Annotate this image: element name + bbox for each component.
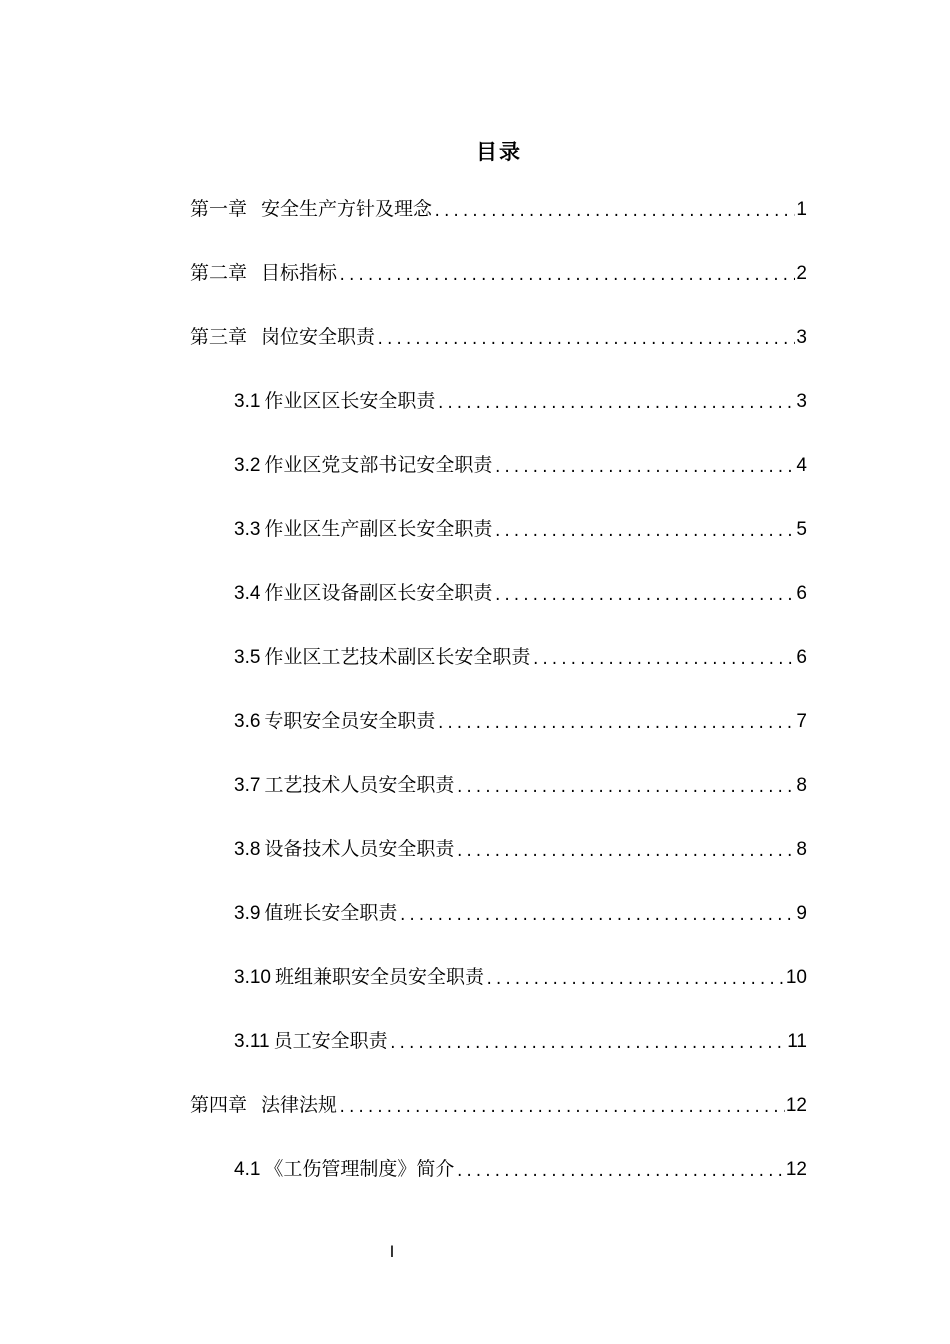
- toc-dot-leader: [485, 968, 785, 992]
- toc-entry-chapter-4[interactable]: [190, 1090, 807, 1120]
- toc-entry-number: 3.2: [234, 455, 261, 476]
- toc-entry-title: 设备技术人员安全职责: [264, 838, 455, 860]
- toc-entry-page: 11: [787, 1031, 807, 1052]
- toc-entry-title: 作业区区长安全职责: [264, 390, 436, 412]
- toc-entry-section-3-11[interactable]: [234, 1026, 807, 1056]
- toc-entry-title: 作业区党支部书记安全职责: [264, 454, 493, 476]
- toc-entry-chapter-1[interactable]: [190, 194, 807, 224]
- toc-dot-leader: [338, 1096, 785, 1120]
- toc-entry-title: 专职安全员安全职责: [264, 710, 436, 732]
- toc-entry-section-3-4[interactable]: [234, 578, 807, 608]
- toc-entry-title: 值班长安全职责: [264, 902, 398, 924]
- toc-entry-title: 作业区设备副区长安全职责: [264, 582, 493, 604]
- toc-entry-title: 员工安全职责: [273, 1030, 388, 1052]
- toc-dot-leader: [389, 1032, 787, 1056]
- toc-entry-number: 3.6: [234, 711, 261, 732]
- toc-entry-number: 3.4: [234, 583, 261, 604]
- toc-entry-page: 3: [796, 327, 807, 348]
- toc-entry-title: 作业区生产副区长安全职责: [264, 518, 493, 540]
- toc-entry-title: 班组兼职安全员安全职责: [274, 966, 484, 988]
- toc-entry-title: 作业区工艺技术副区长安全职责: [264, 646, 531, 668]
- toc-entry-chapter: 第一章: [190, 198, 248, 220]
- toc-entry-section-3-8[interactable]: [234, 834, 807, 864]
- toc-entry-number: 4.1: [234, 1159, 261, 1180]
- toc-entry-page: 12: [785, 1159, 807, 1180]
- toc-entry-number: 3.9: [234, 903, 261, 924]
- toc-dot-leader: [493, 520, 795, 544]
- toc-entry-number: 3.11: [234, 1031, 270, 1052]
- toc-entry-number: 3.5: [234, 647, 261, 668]
- toc-entry-chapter: 第三章: [190, 326, 248, 348]
- toc-entry-section-3-1[interactable]: [234, 386, 807, 416]
- toc-entry-page: 5: [796, 519, 807, 540]
- page-number: I: [389, 1242, 395, 1261]
- toc-entry-title: 《工伤管理制度》简介: [264, 1158, 455, 1180]
- toc-entry-page: 12: [785, 1095, 807, 1116]
- toc-entry-page: 8: [796, 775, 807, 796]
- toc-entry-page: 8: [796, 839, 807, 860]
- toc-dot-leader: [338, 264, 795, 288]
- toc-dot-leader: [531, 648, 795, 672]
- toc-entry-title: 法律法规: [261, 1094, 338, 1116]
- toc-entry-number: 3.10: [234, 967, 271, 988]
- toc-entry-number: 3.7: [234, 775, 261, 796]
- toc-entry-number: 3.8: [234, 839, 261, 860]
- toc-entry-page: 10: [785, 967, 807, 988]
- toc-dot-leader: [436, 392, 795, 416]
- toc-entry-number: 3.1: [234, 391, 261, 412]
- toc-dot-leader: [455, 776, 795, 800]
- toc-entry-title: 目标指标: [261, 262, 338, 284]
- toc-entry-section-3-3[interactable]: [234, 514, 807, 544]
- toc-entry-title: 工艺技术人员安全职责: [264, 774, 455, 796]
- toc-entry-section-3-7[interactable]: [234, 770, 807, 800]
- toc-entry-title: 岗位安全职责: [261, 326, 376, 348]
- toc-entry-number: 3.3: [234, 519, 261, 540]
- toc-entry-chapter-2[interactable]: [190, 258, 807, 288]
- toc-entry-chapter-3[interactable]: [190, 322, 807, 352]
- toc-dot-leader: [376, 328, 795, 352]
- toc-entry-section-3-6[interactable]: [234, 706, 807, 736]
- toc-dot-leader: [493, 456, 795, 480]
- toc-entry-page: 4: [796, 455, 807, 476]
- toc-dot-leader: [455, 1160, 784, 1184]
- toc-dot-leader: [398, 904, 795, 928]
- toc-entry-section-3-5[interactable]: [234, 642, 807, 672]
- toc-dot-leader: [436, 712, 795, 736]
- toc-entry-section-3-2[interactable]: [234, 450, 807, 480]
- toc-entry-title: 安全生产方针及理念: [261, 198, 433, 220]
- toc-entry-page: 3: [796, 391, 807, 412]
- toc-dot-leader: [433, 200, 795, 224]
- toc-title: 目录: [476, 140, 522, 164]
- toc-entry-page: 6: [796, 647, 807, 668]
- toc-entry-chapter: 第四章: [190, 1094, 248, 1116]
- toc-dot-leader: [493, 584, 795, 608]
- toc-entry-page: 2: [796, 263, 807, 284]
- toc-entry-page: 6: [796, 583, 807, 604]
- toc-entry-page: 1: [796, 199, 807, 220]
- toc-entry-section-3-9[interactable]: [234, 898, 807, 928]
- toc-entry-chapter: 第二章: [190, 262, 248, 284]
- toc-entry-section-4-1[interactable]: [234, 1154, 807, 1184]
- toc-dot-leader: [455, 840, 795, 864]
- toc-entry-page: 9: [796, 903, 807, 924]
- toc-entry-section-3-10[interactable]: [234, 962, 807, 992]
- toc-entry-page: 7: [796, 711, 807, 732]
